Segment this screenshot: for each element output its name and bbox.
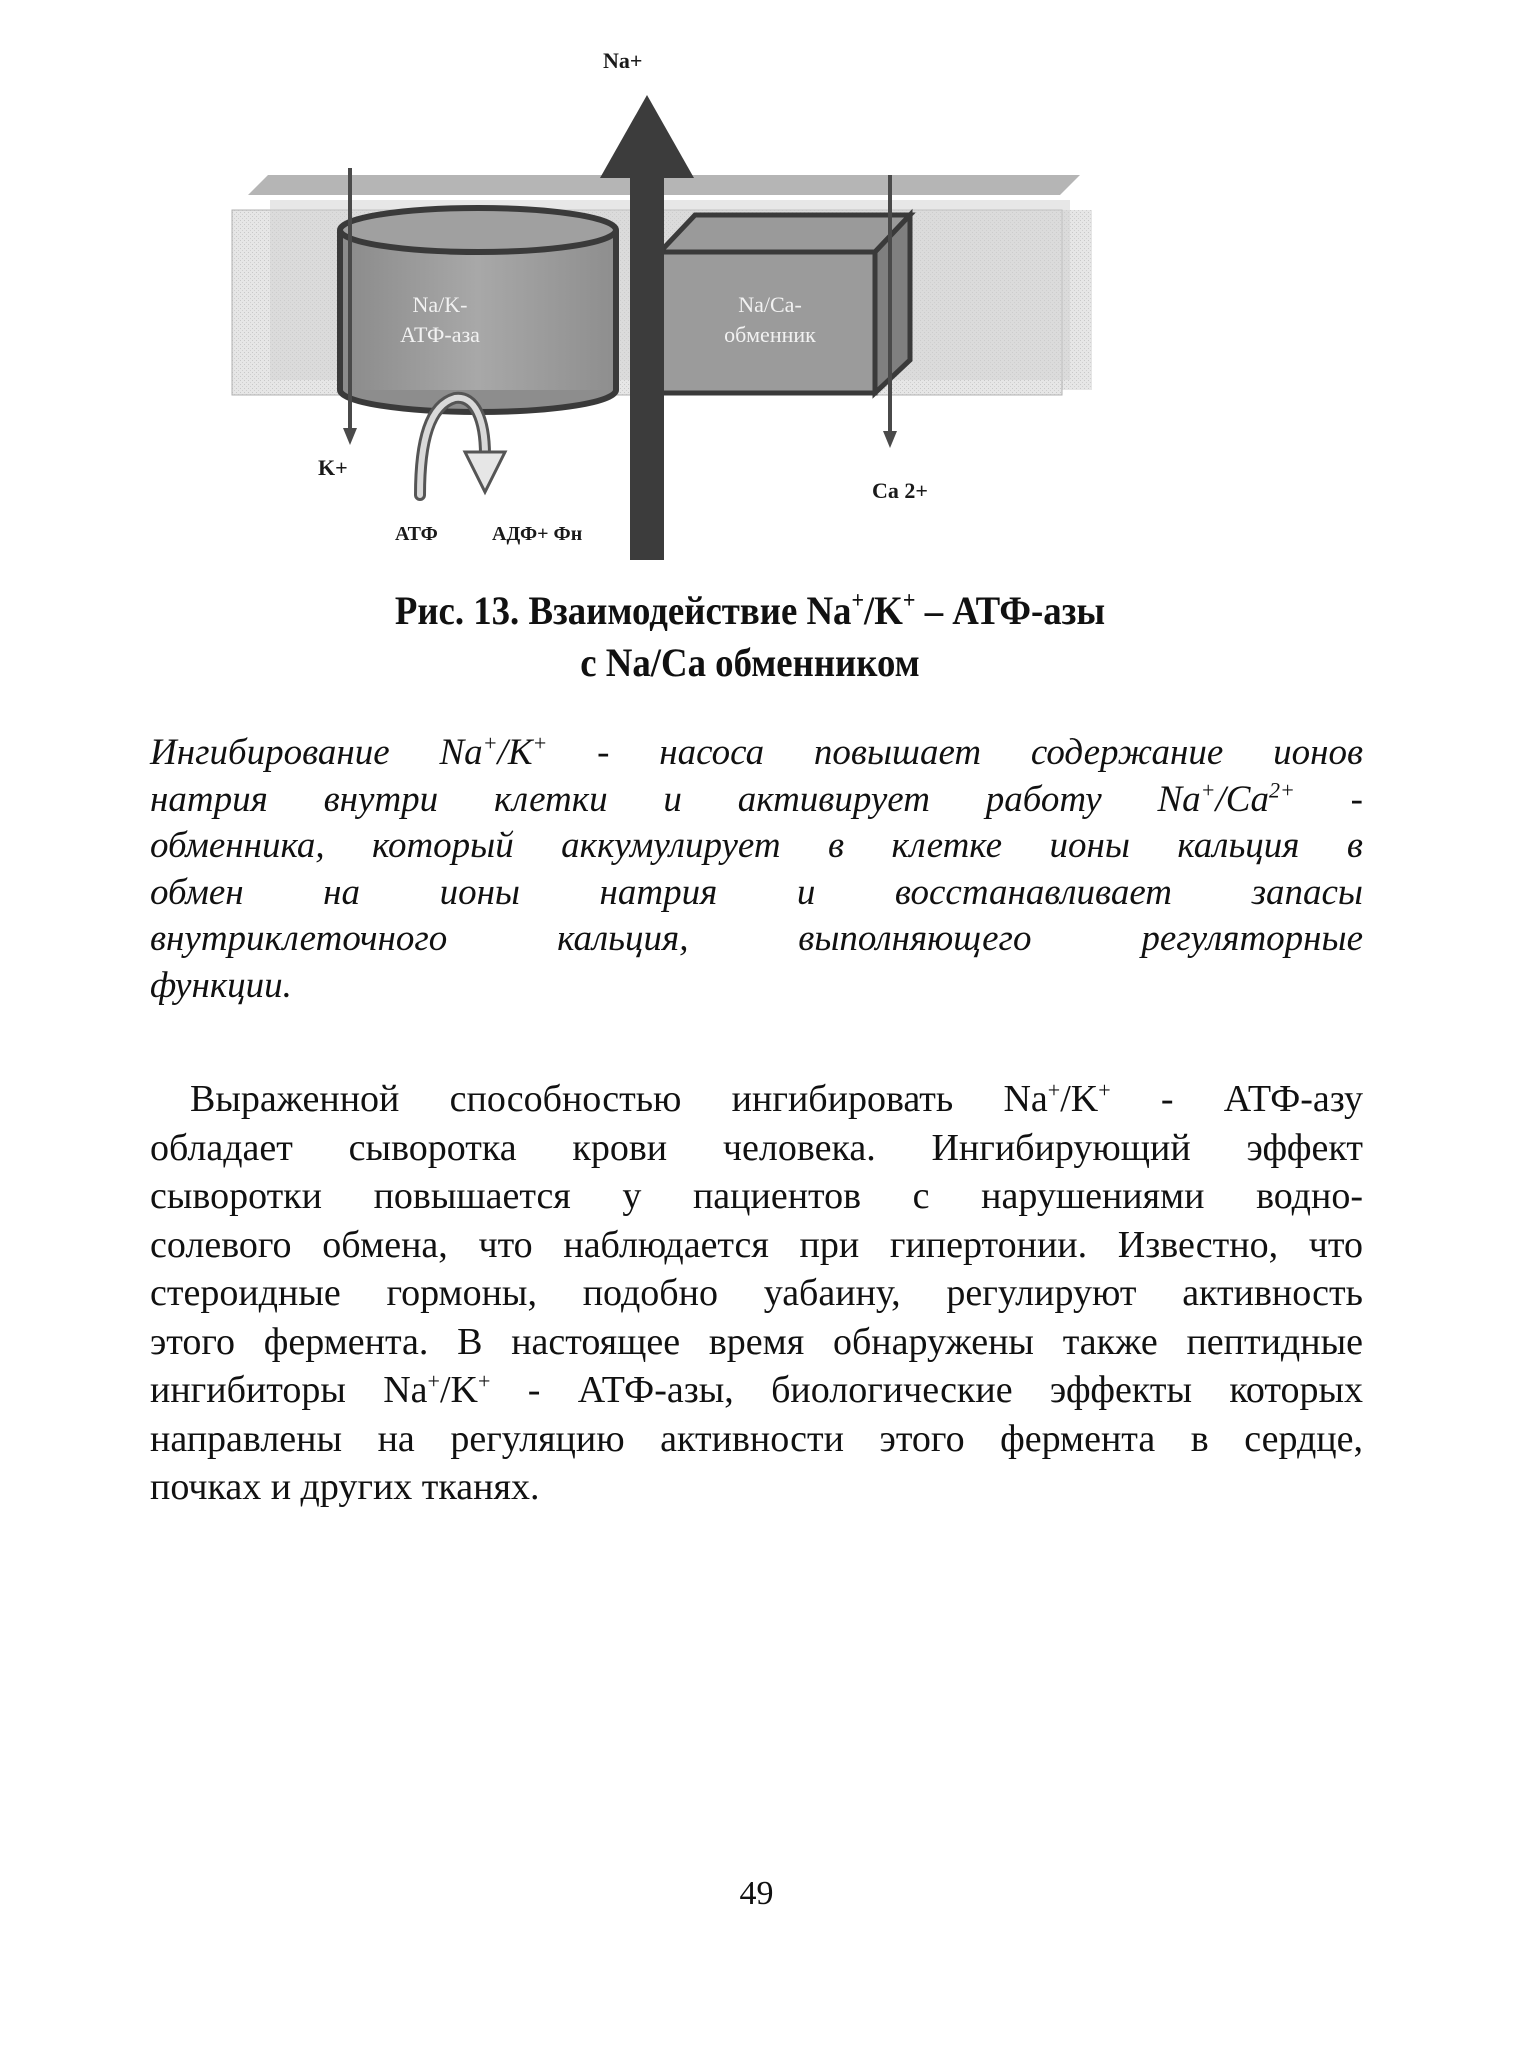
body-paragraph	[150, 1075, 1363, 1512]
superscript: 2+	[1268, 777, 1295, 803]
page-number: 49	[739, 1875, 774, 1912]
text-run: - насоса повышает содержание ионов	[547, 732, 1363, 773]
superscript: +	[532, 730, 548, 756]
text-run: ингибиторы Na	[150, 1369, 428, 1411]
text-run: Ингибирование Na	[150, 732, 483, 773]
body-line-7	[150, 1366, 1363, 1415]
superscript: +	[1098, 1077, 1111, 1103]
k-arrow-head	[343, 428, 357, 445]
na-arrow-head	[600, 95, 694, 178]
text-run: /K	[439, 1369, 478, 1411]
body-line-6: этого фермента. В настоящее время обнаружены также пептидные	[150, 1320, 1363, 1363]
text-run: Выраженной способностью ингибировать Na	[190, 1078, 1048, 1120]
caption-sup: +	[851, 587, 865, 614]
pump-label-line-1: Na/K-	[412, 292, 468, 317]
text-run: /K	[1060, 1078, 1099, 1120]
k-label: K+	[318, 455, 348, 480]
atp-label: АТФ	[395, 523, 438, 545]
body-line-3: сыворотки повышается у пациентов с нарушениями водно-	[150, 1175, 1363, 1217]
caption-text: /K	[864, 588, 903, 633]
text-run: - АТФ-азу	[1110, 1078, 1364, 1120]
ca-label: Ca 2+	[872, 478, 928, 503]
text-run: /Ca	[1215, 778, 1269, 820]
italic-line-4: обмен на ионы натрия и восстанавливает запасы	[150, 871, 1363, 913]
body-line-5: стероидные гормоны, подобно уабаину, регулируют активность	[150, 1272, 1363, 1314]
adp-label: АДФ+ Фн	[492, 523, 583, 545]
body-line-1	[150, 1075, 1363, 1124]
text-run: натрия внутри клетки и активирует работу Na	[150, 778, 1201, 820]
superscript: +	[477, 1368, 491, 1394]
pump-label	[380, 290, 500, 350]
figure-13	[0, 0, 1513, 560]
figure-caption	[200, 585, 1300, 689]
superscript: +	[1200, 777, 1216, 803]
caption-sup: +	[902, 587, 916, 614]
italic-line-2	[150, 777, 1363, 824]
text-run: - АТФ-азы, биологические эффекты которых	[490, 1369, 1363, 1411]
body-line-2: обладает сыворотка крови человека. Ингибирующий эффект	[150, 1126, 1363, 1169]
caption-text: Рис. 13. Взаимодействие Na	[394, 588, 852, 633]
membrane-diagram	[0, 0, 1513, 560]
body-line-8: направлены на регуляцию активности этого фермента в сердце,	[150, 1417, 1363, 1460]
italic-line-6: функции.	[150, 964, 292, 1006]
caption-line-2: с Na/Ca обменником	[580, 640, 920, 685]
exchanger-label-line-1: Na/Ca-	[738, 292, 802, 317]
italic-line-3: обменника, который аккумулирует в клетке ионы кальция в	[150, 825, 1363, 866]
body-line-9: почках и других тканях.	[150, 1466, 540, 1508]
superscript: +	[482, 730, 498, 756]
ca-arrow-head	[883, 431, 897, 448]
na-label: Na+	[603, 48, 643, 73]
exchanger-label-line-2: обменник	[724, 322, 816, 347]
italic-paragraph	[150, 730, 1363, 1009]
atp-arrow-head	[465, 452, 505, 492]
box-top	[660, 215, 910, 252]
superscript: +	[427, 1368, 440, 1394]
caption-text: – АТФ-азы	[915, 588, 1106, 633]
superscript: +	[1047, 1077, 1061, 1103]
italic-line-1	[150, 730, 1363, 777]
text-run: /K	[497, 732, 533, 773]
na-arrow-shaft	[630, 175, 664, 560]
pump-label-line-2: АТФ-аза	[400, 322, 480, 347]
body-line-4: солевого обмена, что наблюдается при гипертонии. Известно, что	[150, 1223, 1363, 1266]
exchanger-label	[700, 290, 840, 350]
cylinder-top	[340, 208, 616, 252]
caption-line-1	[244, 585, 1256, 637]
italic-line-5: внутриклеточного кальция, выполняющего регуляторные	[150, 918, 1363, 959]
text-run: -	[1294, 778, 1363, 820]
